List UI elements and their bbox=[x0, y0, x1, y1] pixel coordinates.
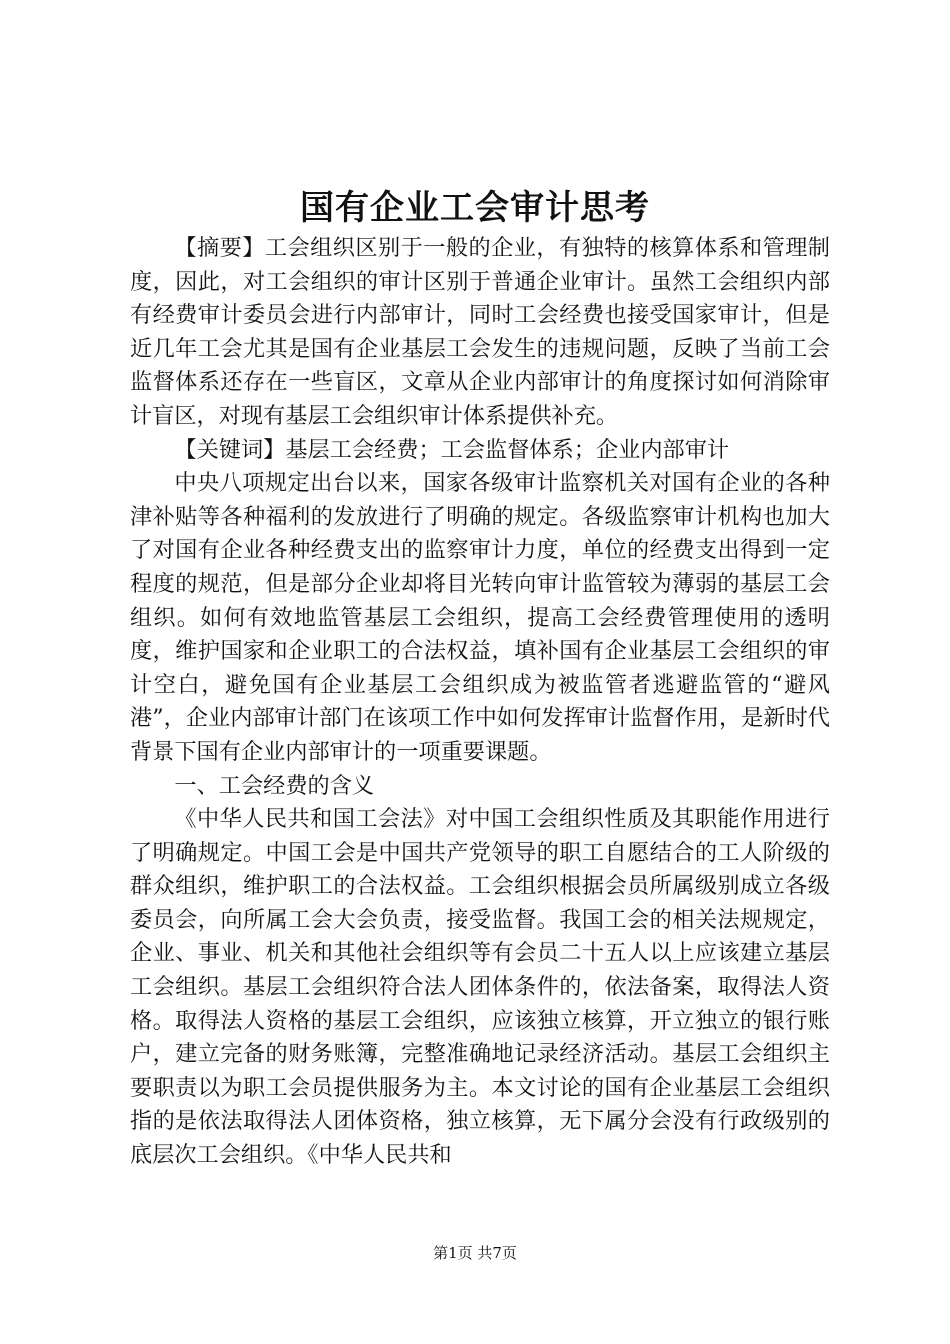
keywords-paragraph: 【关键词】基层工会经费；工会监督体系；企业内部审计 bbox=[174, 436, 730, 463]
intro-paragraph: 中央八项规定出台以来，国家各级审计监察机关对国有企业的各种津补贴等各种福利的发放进行了明确的规定。各级监察审计机构也加大了对国有企业各种经费支出的监察审计力度，单位的经费支出得到一定程度的规范，但是部分企业却将目光转向审计监管较为薄弱的基层工会组织。如何有效地监管基层工会组织，提高工会经费管理使用的透明度，维护国家和企业职工的合法权益，填补国有企业基层工会组织的审计空白，避免国有企业基层工会组织成为被监管者逃避监管的“避风港”，企业内部审计部门在该项工作中如何发挥审计监督作用，是新时代背景下国有企业内部审计的一项重要课题。 bbox=[130, 470, 830, 765]
abstract-paragraph: 【摘要】工会组织区别于一般的企业，有独特的核算体系和管理制度，因此，对工会组织的审计区别于普通企业审计。虽然工会组织内部有经费审计委员会进行内部审计，同时工会经费也接受国家审计，但是近几年工会尤其是国有企业基层工会发生的违规问题，反映了当前工会监督体系还存在一些盲区，文章从企业内部审计的角度探讨如何消除审计盲区，对现有基层工会组织审计体系提供补充。 bbox=[130, 235, 830, 429]
document-body bbox=[130, 232, 830, 1173]
section-paragraph: 《中华人民共和国工会法》对中国工会组织性质及其职能作用进行了明确规定。中国工会是中国共产党领导的职工自愿结合的工人阶级的群众组织，维护职工的合法权益。工会组织根据会员所属级别成立各级委员会，向所属工会大会负责，接受监督。我国工会的相关法规规定，企业、事业、机关和其他社会组织等有会员二十五人以上应该建立基层工会组织。基层工会组织符合法人团体条件的，依法备案，取得法人资格。取得法人资格的基层工会组织，应该独立核算，开立独立的银行账户，建立完备的财务账簿，完整准确地记录经济活动。基层工会组织主要职责以为职工会员提供服务为主。本文讨论的国有企业基层工会组织指的是依法取得法人团体资格，独立核算，无下属分会没有行政级别的底层次工会组织。《中华人民共和 bbox=[130, 806, 830, 1169]
page-number: 第1页 共7页 bbox=[433, 1244, 517, 1262]
section-heading: 一、工会经费的含义 bbox=[174, 772, 375, 799]
document-title: 国有企业工会审计思考 bbox=[300, 188, 650, 228]
